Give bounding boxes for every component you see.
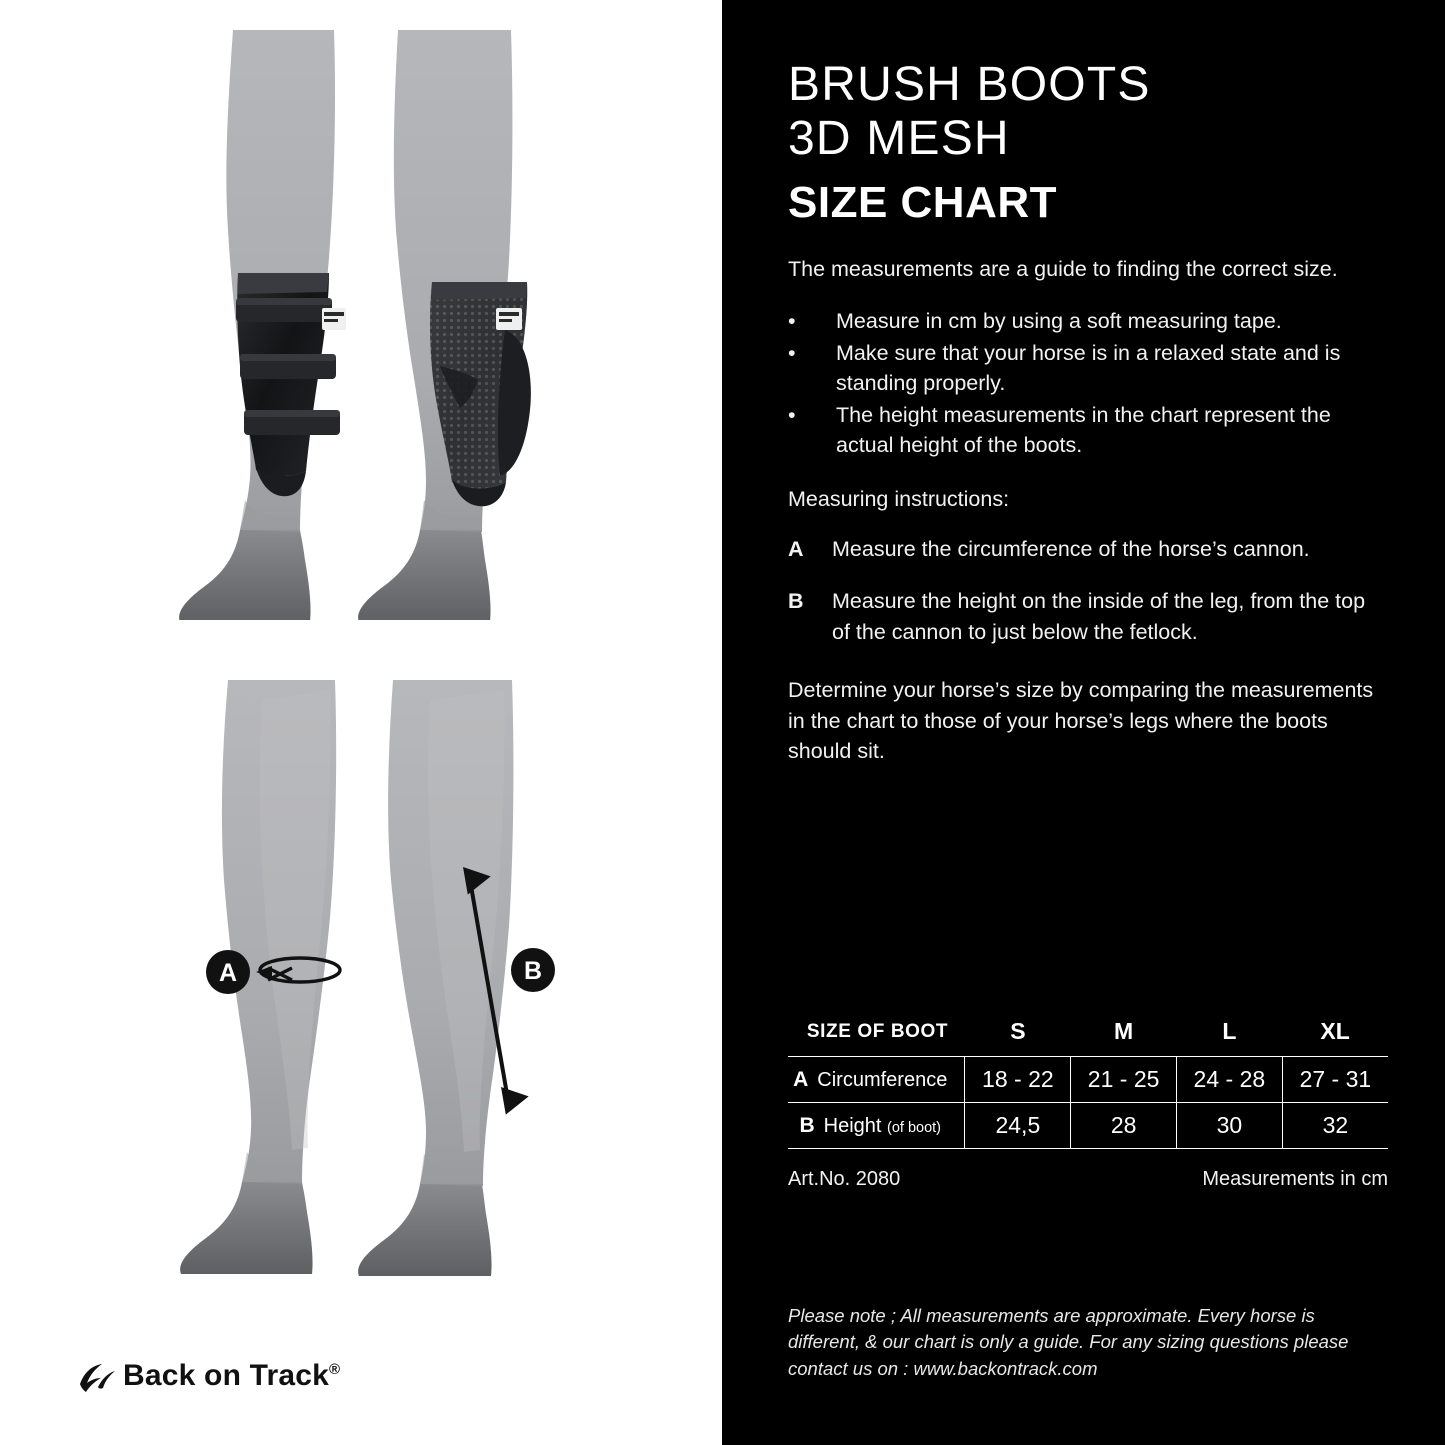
boot-logo-label — [322, 308, 346, 330]
measuring-instructions-title: Measuring instructions: — [788, 486, 1010, 511]
page-title: SIZE CHART — [788, 177, 1057, 227]
size-chart-table-wrapper — [788, 1018, 1388, 1191]
article-number: Art.No. 2080 — [788, 1168, 901, 1190]
row-label-note: (of boot) — [887, 1119, 942, 1136]
row-label-text: Height — [823, 1114, 882, 1137]
table-header-row — [788, 1018, 1388, 1057]
row-label-height — [788, 1103, 965, 1149]
instruction-a-letter: A — [788, 536, 804, 561]
footnote: Please note ; All measurements are approximate. Every horse is different, & our chart is only a guide. For any sizing questions please contact us on : www.backontrack.com — [788, 1304, 1349, 1380]
closing-text: Determine your horse’s size by comparing the measurements in the chart to those of your horse’s legs where the boots should sit. — [788, 678, 1374, 764]
column-header-l: L — [1222, 1018, 1237, 1044]
info-panel — [722, 0, 1445, 1445]
title-line-1: BRUSH BOOTS — [788, 58, 1151, 111]
list-item — [788, 338, 1383, 399]
bullet-list — [788, 306, 1383, 461]
instruction-a-text: Measure the circumference of the horse’s cannon. — [832, 536, 1310, 561]
cell-circumference-xl: 27 - 31 — [1282, 1057, 1388, 1103]
brand-name — [123, 1361, 340, 1391]
table-row — [788, 1057, 1388, 1103]
leg-left-bare — [180, 680, 336, 1274]
bullet-dot-icon: • — [788, 340, 796, 365]
column-header-size-of-boot: SIZE OF BOOT — [806, 1020, 949, 1042]
list-item-label: Make sure that your horse is in a relaxed state and is standing properly. — [836, 340, 1341, 396]
size-chart-table — [788, 1018, 1388, 1149]
list-item — [788, 400, 1383, 461]
brand-name-text: Back on Track — [123, 1359, 330, 1392]
instruction-a — [788, 534, 1383, 565]
measurement-diagram — [0, 680, 722, 1290]
registered-mark: ® — [329, 1361, 341, 1378]
cell-circumference-s: 18 - 22 — [965, 1057, 1071, 1103]
row-label-text: Circumference — [817, 1068, 948, 1091]
title-line-2: 3D MESH — [788, 111, 1010, 165]
cell-height-l: 30 — [1176, 1103, 1282, 1149]
leg-left-with-boot — [179, 30, 346, 620]
units-note: Measurements in cm — [1202, 1168, 1388, 1190]
bullet-dot-icon: • — [788, 309, 796, 334]
marker-b-label: B — [523, 957, 543, 985]
leg-right-bare — [358, 680, 513, 1276]
marker-b — [511, 948, 555, 992]
column-header-m: M — [1114, 1018, 1134, 1044]
instruction-b — [788, 586, 1383, 647]
marker-a-label: A — [218, 959, 238, 987]
table-row — [788, 1103, 1388, 1149]
cell-height-xl: 32 — [1282, 1103, 1388, 1149]
boots-on-legs-illustration — [0, 30, 722, 620]
cell-height-s: 24,5 — [965, 1103, 1071, 1149]
mesh-boot-logo-label — [496, 308, 522, 330]
column-header-s: S — [1010, 1018, 1026, 1044]
row-letter-b: B — [799, 1113, 815, 1137]
illustration-panel — [0, 0, 722, 1445]
cell-circumference-l: 24 - 28 — [1176, 1057, 1282, 1103]
column-header-xl: XL — [1320, 1018, 1350, 1044]
leg-right-with-mesh-boot — [358, 30, 531, 620]
marker-a — [206, 950, 250, 994]
list-item-label: The height measurements in the chart represent the actual height of the boots. — [836, 402, 1331, 458]
cell-height-m: 28 — [1071, 1103, 1177, 1149]
instruction-b-text: Measure the height on the inside of the leg, from the top of the cannon to just below the fetlock. — [832, 589, 1366, 644]
bullet-dot-icon: • — [788, 402, 796, 427]
flame-swoosh-icon — [78, 1363, 116, 1393]
brand-logo — [78, 1359, 341, 1393]
cell-circumference-m: 21 - 25 — [1071, 1057, 1177, 1103]
list-item-label: Measure in cm by using a soft measuring tape. — [836, 309, 1282, 334]
instruction-b-letter: B — [788, 589, 804, 614]
row-label-circumference — [788, 1057, 965, 1103]
intro-text: The measurements are a guide to finding the correct size. — [788, 256, 1338, 281]
list-item — [788, 306, 1383, 337]
row-letter-a: A — [793, 1067, 809, 1091]
table-footer — [788, 1168, 1388, 1191]
